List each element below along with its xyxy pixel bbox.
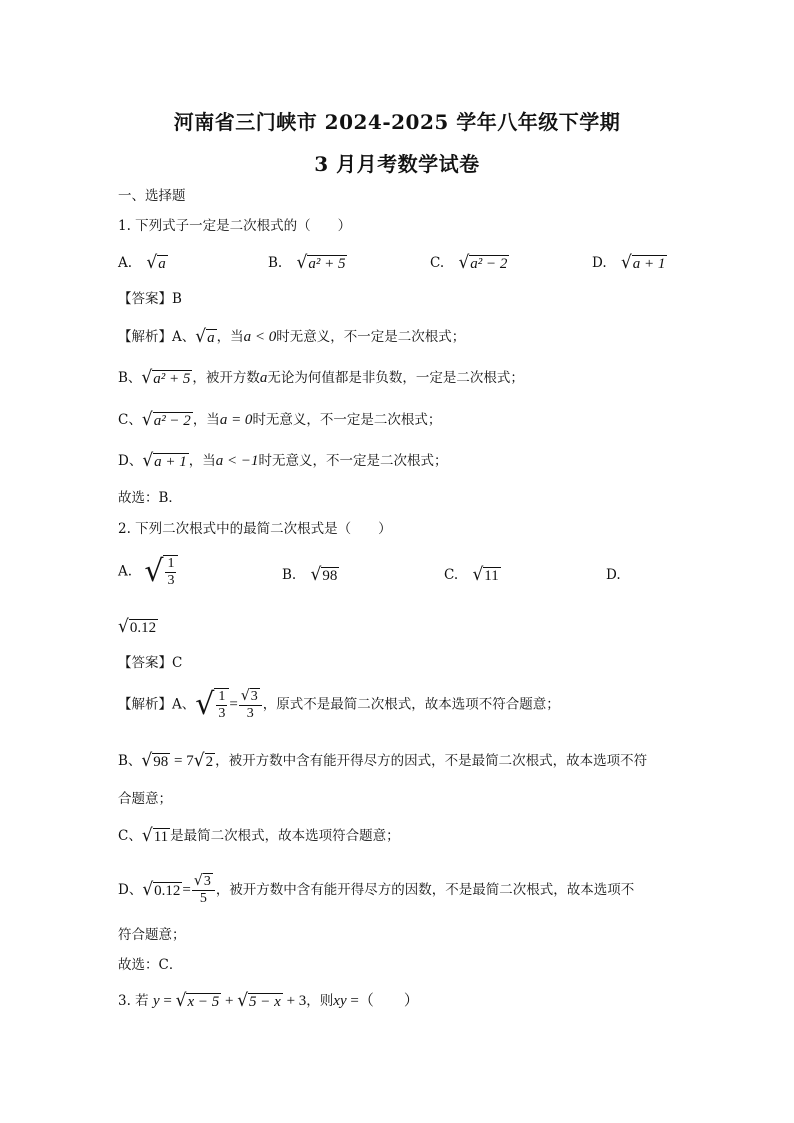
q2-option-d-label: D.: [606, 567, 621, 583]
q2-conclusion: 故选：C．: [118, 957, 183, 973]
q1-option-b: [268, 253, 347, 273]
q1-option-a: [118, 253, 168, 273]
q1-conclusion: 故选：B．: [118, 490, 182, 506]
q2-option-b-radical: √98: [310, 564, 338, 586]
q2-explanation-b-cont: 合题意；: [118, 791, 172, 807]
q2-option-d: [118, 617, 158, 637]
q1-option-a-radical: √a: [146, 252, 166, 274]
q1-explanation-a: 【解析】A、√a ，当a < 0时无意义，不一定是二次根式；: [118, 326, 466, 348]
q2-option-c: [444, 565, 501, 585]
q2-option-b-label: B.: [282, 567, 297, 583]
q2-option-a: [118, 555, 178, 589]
q2-stem: 2. 下列二次根式中的最简二次根式是（ ）: [118, 521, 392, 537]
q2-option-a-radical: √ $\frac{1}{3}$: [144, 555, 178, 589]
q1-option-c: [430, 253, 509, 273]
q1-explanation-d: D、√a + 1 ，当a < −1时无意义，不一定是二次根式；: [118, 450, 448, 472]
q2-option-b: [282, 565, 339, 585]
q1-option-c-radical: √a² − 2: [458, 252, 508, 274]
q2-explanation-c: C、√11 是最简二次根式，故本选项符合题意；: [118, 825, 400, 847]
q3-stem: 3. 若 y = √x − 5 + √5 − x + 3，则xy =（ ）: [118, 990, 419, 1012]
q2-option-c-radical: √11: [472, 564, 499, 586]
q1-option-d-radical: √a + 1: [620, 252, 666, 274]
q2-option-a-label: A.: [118, 563, 133, 580]
q1-option-a-label: A.: [118, 255, 133, 271]
q1-stem: 1. 下列式子一定是二次根式的（ ）: [118, 218, 352, 234]
doc-title-line1: 河南省三门峡市 2024-2025 学年八年级下学期: [173, 110, 621, 134]
q1-explanation-c: C、√a² − 2 ，当a = 0时无意义，不一定是二次根式；: [118, 409, 442, 431]
q2-explanation-d-cont: 符合题意；: [118, 927, 186, 943]
doc-title-line2: 3 月月考数学试卷: [314, 152, 480, 176]
q1-option-d-label: D.: [592, 255, 607, 271]
section-heading: 一、选择题: [118, 188, 186, 204]
q2-option-c-label: C.: [444, 567, 459, 583]
q1-option-d: [592, 253, 667, 273]
q1-answer: 【答案】B: [118, 291, 182, 307]
q1-explanation-b: B、√a² + 5 ，被开方数a无论为何值都是非负数，一定是二次根式；: [118, 367, 524, 389]
q2-explanation-b: B、√98 = 7√2 ，被开方数中含有能开得尽方的因式，不是最简二次根式，故本选项不符: [118, 750, 648, 772]
q1-option-b-label: B.: [268, 255, 283, 271]
q2-explanation-d: D、√0.12 = $\frac{√3}{5}$ ，被开方数中含有能开得尽方的因数，不是最简二次根式，故本选项不: [118, 872, 635, 906]
q2-answer: 【答案】C: [118, 655, 183, 671]
q1-option-c-label: C.: [430, 255, 445, 271]
q2-option-d-radical: √0.12: [118, 616, 157, 638]
q1-option-b-radical: √a² + 5: [296, 252, 346, 274]
q2-explanation-a: 【解析】A、 √ $\frac{1}{3}$ = $\frac{√3}{3}$ ，原式不是最简二次根式，故本选项不符合题意；: [118, 687, 560, 722]
